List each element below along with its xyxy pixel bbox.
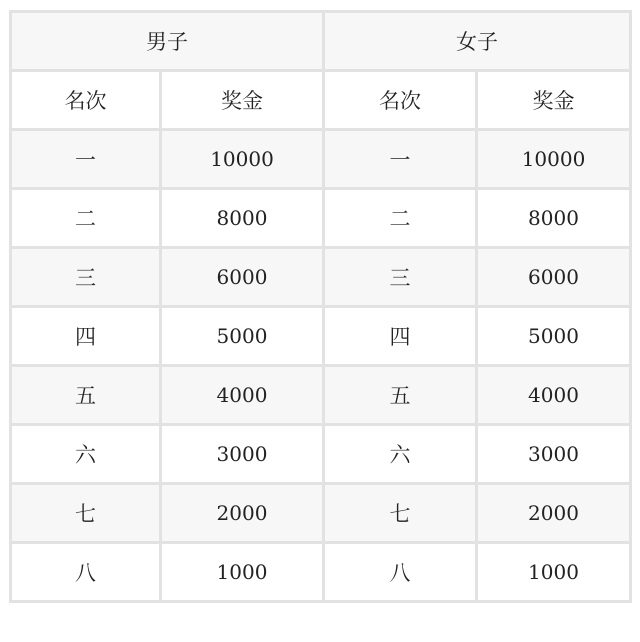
table-row: [11, 484, 631, 543]
cell-prize: 3000: [161, 425, 324, 484]
cell-rank: 一: [11, 130, 161, 189]
table-row: [11, 189, 631, 248]
cell-rank: 六: [324, 425, 477, 484]
prize-table-container: [9, 10, 632, 603]
cell-rank: 五: [11, 366, 161, 425]
cell-prize: 6000: [477, 248, 631, 307]
cell-prize: 2000: [161, 484, 324, 543]
cell-prize: 10000: [161, 130, 324, 189]
cell-rank: 八: [11, 543, 161, 602]
table-row: [11, 307, 631, 366]
cell-rank: 四: [324, 307, 477, 366]
cell-rank: 六: [11, 425, 161, 484]
cell-prize: 6000: [161, 248, 324, 307]
cell-prize: 8000: [161, 189, 324, 248]
cell-prize: 4000: [161, 366, 324, 425]
cell-rank: 二: [324, 189, 477, 248]
table-row: [11, 130, 631, 189]
column-header-rank: 名次: [324, 71, 477, 130]
cell-prize: 1000: [161, 543, 324, 602]
group-header-row: [11, 12, 631, 71]
cell-rank: 七: [324, 484, 477, 543]
cell-prize: 2000: [477, 484, 631, 543]
cell-prize: 1000: [477, 543, 631, 602]
cell-prize: 4000: [477, 366, 631, 425]
column-header-rank: 名次: [11, 71, 161, 130]
prize-table: [9, 10, 632, 603]
cell-rank: 一: [324, 130, 477, 189]
column-header-prize: 奖金: [161, 71, 324, 130]
table-row: [11, 366, 631, 425]
table-row: [11, 425, 631, 484]
cell-rank: 五: [324, 366, 477, 425]
cell-prize: 3000: [477, 425, 631, 484]
table-row: [11, 248, 631, 307]
cell-rank: 四: [11, 307, 161, 366]
column-header-row: [11, 71, 631, 130]
cell-prize: 8000: [477, 189, 631, 248]
cell-rank: 二: [11, 189, 161, 248]
group-header-women: 女子: [324, 12, 631, 71]
group-header-men: 男子: [11, 12, 324, 71]
cell-prize: 5000: [477, 307, 631, 366]
cell-prize: 10000: [477, 130, 631, 189]
table-row: [11, 543, 631, 602]
cell-rank: 八: [324, 543, 477, 602]
cell-rank: 三: [324, 248, 477, 307]
column-header-prize: 奖金: [477, 71, 631, 130]
cell-rank: 三: [11, 248, 161, 307]
cell-prize: 5000: [161, 307, 324, 366]
cell-rank: 七: [11, 484, 161, 543]
